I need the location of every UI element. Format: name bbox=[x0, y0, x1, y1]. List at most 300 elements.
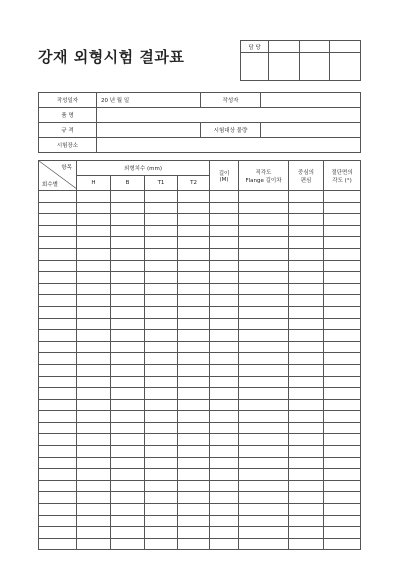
entry-cell[interactable] bbox=[111, 388, 145, 400]
entry-cell[interactable] bbox=[239, 469, 289, 481]
entry-cell[interactable] bbox=[39, 364, 77, 376]
entry-cell[interactable] bbox=[210, 237, 239, 249]
entry-cell[interactable] bbox=[77, 295, 111, 307]
entry-cell[interactable] bbox=[289, 469, 324, 481]
entry-cell[interactable] bbox=[239, 434, 289, 446]
entry-cell[interactable] bbox=[210, 353, 239, 365]
entry-cell[interactable] bbox=[324, 457, 361, 469]
entry-cell[interactable] bbox=[111, 364, 145, 376]
entry-cell[interactable] bbox=[178, 237, 210, 249]
entry-cell[interactable] bbox=[111, 376, 145, 388]
entry-cell[interactable] bbox=[39, 260, 77, 272]
entry-cell[interactable] bbox=[145, 527, 178, 539]
approval-cell[interactable] bbox=[330, 41, 361, 53]
entry-cell[interactable] bbox=[178, 318, 210, 330]
entry-cell[interactable] bbox=[210, 492, 239, 504]
entry-cell[interactable] bbox=[77, 422, 111, 434]
entry-cell[interactable] bbox=[178, 191, 210, 203]
entry-cell[interactable] bbox=[324, 191, 361, 203]
entry-cell[interactable] bbox=[324, 388, 361, 400]
entry-cell[interactable] bbox=[239, 283, 289, 295]
entry-cell[interactable] bbox=[210, 527, 239, 539]
entry-cell[interactable] bbox=[178, 341, 210, 353]
entry-cell[interactable] bbox=[239, 237, 289, 249]
signature-cell[interactable] bbox=[241, 53, 269, 81]
entry-cell[interactable] bbox=[111, 214, 145, 226]
entry-cell[interactable] bbox=[178, 376, 210, 388]
entry-cell[interactable] bbox=[39, 237, 77, 249]
entry-cell[interactable] bbox=[39, 504, 77, 516]
entry-cell[interactable] bbox=[145, 306, 178, 318]
entry-cell[interactable] bbox=[210, 341, 239, 353]
entry-cell[interactable] bbox=[77, 283, 111, 295]
entry-cell[interactable] bbox=[178, 330, 210, 342]
entry-cell[interactable] bbox=[289, 388, 324, 400]
entry-cell[interactable] bbox=[77, 399, 111, 411]
entry-cell[interactable] bbox=[111, 318, 145, 330]
entry-cell[interactable] bbox=[111, 492, 145, 504]
approval-cell[interactable] bbox=[269, 41, 300, 53]
entry-cell[interactable] bbox=[178, 353, 210, 365]
entry-cell[interactable] bbox=[210, 283, 239, 295]
entry-cell[interactable] bbox=[324, 318, 361, 330]
entry-cell[interactable] bbox=[289, 248, 324, 260]
entry-cell[interactable] bbox=[178, 272, 210, 284]
entry-cell[interactable] bbox=[111, 515, 145, 527]
entry-cell[interactable] bbox=[289, 341, 324, 353]
entry-cell[interactable] bbox=[39, 272, 77, 284]
entry-cell[interactable] bbox=[111, 225, 145, 237]
entry-cell[interactable] bbox=[289, 515, 324, 527]
entry-cell[interactable] bbox=[145, 237, 178, 249]
entry-cell[interactable] bbox=[77, 515, 111, 527]
entry-cell[interactable] bbox=[324, 411, 361, 423]
entry-cell[interactable] bbox=[111, 504, 145, 516]
entry-cell[interactable] bbox=[289, 376, 324, 388]
entry-cell[interactable] bbox=[39, 330, 77, 342]
signature-cell[interactable] bbox=[299, 53, 330, 81]
entry-cell[interactable] bbox=[324, 295, 361, 307]
entry-cell[interactable] bbox=[178, 364, 210, 376]
entry-cell[interactable] bbox=[111, 457, 145, 469]
entry-cell[interactable] bbox=[239, 411, 289, 423]
entry-cell[interactable] bbox=[77, 330, 111, 342]
entry-cell[interactable] bbox=[210, 434, 239, 446]
signature-cell[interactable] bbox=[330, 53, 361, 81]
entry-cell[interactable] bbox=[39, 376, 77, 388]
entry-cell[interactable] bbox=[239, 306, 289, 318]
entry-cell[interactable] bbox=[111, 341, 145, 353]
entry-cell[interactable] bbox=[210, 202, 239, 214]
entry-cell[interactable] bbox=[39, 295, 77, 307]
place-field[interactable] bbox=[97, 138, 361, 153]
entry-cell[interactable] bbox=[111, 248, 145, 260]
entry-cell[interactable] bbox=[239, 492, 289, 504]
entry-cell[interactable] bbox=[289, 411, 324, 423]
entry-cell[interactable] bbox=[324, 515, 361, 527]
entry-cell[interactable] bbox=[239, 191, 289, 203]
entry-cell[interactable] bbox=[111, 272, 145, 284]
entry-cell[interactable] bbox=[39, 457, 77, 469]
entry-cell[interactable] bbox=[178, 283, 210, 295]
entry-cell[interactable] bbox=[77, 446, 111, 458]
entry-cell[interactable] bbox=[77, 388, 111, 400]
entry-cell[interactable] bbox=[111, 330, 145, 342]
entry-cell[interactable] bbox=[77, 214, 111, 226]
entry-cell[interactable] bbox=[77, 353, 111, 365]
entry-cell[interactable] bbox=[111, 237, 145, 249]
entry-cell[interactable] bbox=[77, 504, 111, 516]
entry-cell[interactable] bbox=[239, 341, 289, 353]
place-label: 시험장소 bbox=[39, 138, 97, 153]
entry-cell[interactable] bbox=[39, 492, 77, 504]
entry-cell[interactable] bbox=[324, 248, 361, 260]
entry-cell[interactable] bbox=[239, 446, 289, 458]
entry-cell[interactable] bbox=[324, 469, 361, 481]
entry-cell[interactable] bbox=[239, 376, 289, 388]
entry-cell[interactable] bbox=[239, 318, 289, 330]
entry-cell[interactable] bbox=[324, 306, 361, 318]
entry-cell[interactable] bbox=[210, 480, 239, 492]
entry-cell[interactable] bbox=[77, 260, 111, 272]
entry-cell[interactable] bbox=[324, 504, 361, 516]
entry-cell[interactable] bbox=[39, 515, 77, 527]
entry-cell[interactable] bbox=[77, 364, 111, 376]
entry-cell[interactable] bbox=[111, 202, 145, 214]
entry-cell[interactable] bbox=[178, 248, 210, 260]
entry-cell[interactable] bbox=[239, 504, 289, 516]
entry-cell[interactable] bbox=[210, 376, 239, 388]
entry-cell[interactable] bbox=[145, 515, 178, 527]
entry-cell[interactable] bbox=[145, 399, 178, 411]
entry-cell[interactable] bbox=[111, 399, 145, 411]
entry-cell[interactable] bbox=[111, 353, 145, 365]
entry-cell[interactable] bbox=[145, 248, 178, 260]
entry-cell[interactable] bbox=[39, 480, 77, 492]
table-row bbox=[39, 480, 361, 492]
entry-cell[interactable] bbox=[289, 295, 324, 307]
entry-cell[interactable] bbox=[145, 341, 178, 353]
entry-cell[interactable] bbox=[324, 214, 361, 226]
entry-cell[interactable] bbox=[145, 388, 178, 400]
entry-cell[interactable] bbox=[210, 538, 239, 550]
signature-cell[interactable] bbox=[269, 53, 300, 81]
entry-cell[interactable] bbox=[324, 237, 361, 249]
entry-cell[interactable] bbox=[39, 434, 77, 446]
entry-cell[interactable] bbox=[239, 480, 289, 492]
spec-field[interactable] bbox=[97, 123, 201, 138]
approval-cell[interactable] bbox=[299, 41, 330, 53]
entry-cell[interactable] bbox=[39, 202, 77, 214]
entry-cell[interactable] bbox=[210, 191, 239, 203]
entry-cell[interactable] bbox=[210, 225, 239, 237]
entry-cell[interactable] bbox=[145, 191, 178, 203]
entry-cell[interactable] bbox=[77, 191, 111, 203]
entry-cell[interactable] bbox=[145, 283, 178, 295]
entry-cell[interactable] bbox=[77, 434, 111, 446]
spec-label: 규 격 bbox=[39, 123, 97, 138]
entry-cell[interactable] bbox=[289, 272, 324, 284]
entry-cell[interactable] bbox=[324, 202, 361, 214]
entry-cell[interactable] bbox=[178, 527, 210, 539]
entry-cell[interactable] bbox=[39, 388, 77, 400]
entry-cell[interactable] bbox=[210, 260, 239, 272]
entry-cell[interactable] bbox=[210, 515, 239, 527]
entry-cell[interactable] bbox=[145, 480, 178, 492]
entry-cell[interactable] bbox=[239, 225, 289, 237]
entry-cell[interactable] bbox=[239, 422, 289, 434]
entry-cell[interactable] bbox=[289, 364, 324, 376]
entry-cell[interactable] bbox=[77, 457, 111, 469]
entry-cell[interactable] bbox=[289, 318, 324, 330]
entry-cell[interactable] bbox=[145, 434, 178, 446]
entry-cell[interactable] bbox=[77, 237, 111, 249]
entry-cell[interactable] bbox=[77, 480, 111, 492]
entry-cell[interactable] bbox=[210, 364, 239, 376]
entry-cell[interactable] bbox=[77, 376, 111, 388]
table-row bbox=[39, 237, 361, 249]
entry-cell[interactable] bbox=[111, 260, 145, 272]
entry-cell[interactable] bbox=[210, 272, 239, 284]
author-field[interactable] bbox=[261, 93, 361, 108]
entry-cell[interactable] bbox=[111, 434, 145, 446]
entry-cell[interactable] bbox=[210, 469, 239, 481]
entry-cell[interactable] bbox=[77, 248, 111, 260]
entry-cell[interactable] bbox=[111, 538, 145, 550]
entry-cell[interactable] bbox=[111, 283, 145, 295]
entry-cell[interactable] bbox=[145, 330, 178, 342]
entry-cell[interactable] bbox=[239, 527, 289, 539]
length-header: 길이 (M) bbox=[210, 161, 239, 191]
entry-cell[interactable] bbox=[289, 538, 324, 550]
entry-cell[interactable] bbox=[239, 248, 289, 260]
product-field[interactable] bbox=[97, 108, 361, 123]
entry-cell[interactable] bbox=[289, 330, 324, 342]
entry-cell[interactable] bbox=[239, 272, 289, 284]
entry-cell[interactable] bbox=[239, 364, 289, 376]
entry-cell[interactable] bbox=[239, 295, 289, 307]
entry-cell[interactable] bbox=[111, 191, 145, 203]
entry-cell[interactable] bbox=[39, 527, 77, 539]
results-table bbox=[38, 160, 361, 550]
entry-cell[interactable] bbox=[178, 214, 210, 226]
entry-cell[interactable] bbox=[77, 202, 111, 214]
entry-cell[interactable] bbox=[145, 272, 178, 284]
entry-cell[interactable] bbox=[324, 364, 361, 376]
entry-cell[interactable] bbox=[239, 399, 289, 411]
entry-cell[interactable] bbox=[77, 538, 111, 550]
entry-cell[interactable] bbox=[324, 260, 361, 272]
entry-cell[interactable] bbox=[39, 411, 77, 423]
entry-cell[interactable] bbox=[210, 457, 239, 469]
entry-cell[interactable] bbox=[324, 480, 361, 492]
entry-cell[interactable] bbox=[324, 353, 361, 365]
entry-cell[interactable] bbox=[178, 295, 210, 307]
entry-cell[interactable] bbox=[111, 446, 145, 458]
entry-cell[interactable] bbox=[145, 214, 178, 226]
entry-cell[interactable] bbox=[178, 411, 210, 423]
entry-cell[interactable] bbox=[178, 388, 210, 400]
entry-cell[interactable] bbox=[111, 527, 145, 539]
entry-cell[interactable] bbox=[239, 353, 289, 365]
entry-cell[interactable] bbox=[210, 504, 239, 516]
entry-cell[interactable] bbox=[324, 446, 361, 458]
entry-cell[interactable] bbox=[178, 306, 210, 318]
entry-cell[interactable] bbox=[178, 446, 210, 458]
entry-cell[interactable] bbox=[210, 214, 239, 226]
entry-cell[interactable] bbox=[289, 191, 324, 203]
entry-cell[interactable] bbox=[324, 283, 361, 295]
entry-cell[interactable] bbox=[289, 237, 324, 249]
entry-cell[interactable] bbox=[324, 527, 361, 539]
entry-cell[interactable] bbox=[289, 446, 324, 458]
entry-cell[interactable] bbox=[289, 492, 324, 504]
entry-cell[interactable] bbox=[145, 202, 178, 214]
entry-cell[interactable] bbox=[145, 376, 178, 388]
entry-cell[interactable] bbox=[178, 469, 210, 481]
entry-cell[interactable] bbox=[145, 364, 178, 376]
entry-cell[interactable] bbox=[324, 399, 361, 411]
entry-cell[interactable] bbox=[39, 446, 77, 458]
entry-cell[interactable] bbox=[289, 202, 324, 214]
entry-cell[interactable] bbox=[145, 318, 178, 330]
entry-cell[interactable] bbox=[145, 446, 178, 458]
entry-cell[interactable] bbox=[289, 353, 324, 365]
entry-cell[interactable] bbox=[145, 225, 178, 237]
entry-cell[interactable] bbox=[324, 422, 361, 434]
entry-cell[interactable] bbox=[324, 330, 361, 342]
entry-cell[interactable] bbox=[39, 248, 77, 260]
entry-cell[interactable] bbox=[39, 318, 77, 330]
quantity-field[interactable] bbox=[261, 123, 361, 138]
entry-cell[interactable] bbox=[111, 411, 145, 423]
entry-cell[interactable] bbox=[178, 399, 210, 411]
entry-cell[interactable] bbox=[77, 306, 111, 318]
table-row bbox=[39, 527, 361, 539]
entry-cell[interactable] bbox=[39, 353, 77, 365]
entry-cell[interactable] bbox=[39, 399, 77, 411]
date-field[interactable]: 20 년 월 일 bbox=[97, 93, 201, 108]
entry-cell[interactable] bbox=[39, 422, 77, 434]
entry-cell[interactable] bbox=[239, 330, 289, 342]
entry-cell[interactable] bbox=[210, 318, 239, 330]
entry-cell[interactable] bbox=[178, 434, 210, 446]
date-label: 작성일자 bbox=[39, 93, 97, 108]
entry-cell[interactable] bbox=[289, 422, 324, 434]
entry-cell[interactable] bbox=[178, 422, 210, 434]
entry-cell[interactable] bbox=[77, 492, 111, 504]
entry-cell[interactable] bbox=[178, 538, 210, 550]
entry-cell[interactable] bbox=[77, 527, 111, 539]
entry-cell[interactable] bbox=[289, 214, 324, 226]
entry-cell[interactable] bbox=[210, 399, 239, 411]
entry-cell[interactable] bbox=[239, 214, 289, 226]
entry-cell[interactable] bbox=[210, 295, 239, 307]
entry-cell[interactable] bbox=[210, 388, 239, 400]
entry-cell[interactable] bbox=[145, 538, 178, 550]
entry-cell[interactable] bbox=[324, 341, 361, 353]
entry-cell[interactable] bbox=[289, 283, 324, 295]
entry-cell[interactable] bbox=[210, 446, 239, 458]
entry-cell[interactable] bbox=[111, 306, 145, 318]
entry-cell[interactable] bbox=[178, 457, 210, 469]
entry-cell[interactable] bbox=[289, 434, 324, 446]
entry-cell[interactable] bbox=[178, 515, 210, 527]
entry-cell[interactable] bbox=[77, 469, 111, 481]
entry-cell[interactable] bbox=[210, 306, 239, 318]
entry-cell[interactable] bbox=[145, 504, 178, 516]
entry-cell[interactable] bbox=[289, 457, 324, 469]
entry-cell[interactable] bbox=[210, 422, 239, 434]
entry-cell[interactable] bbox=[324, 225, 361, 237]
entry-cell[interactable] bbox=[289, 306, 324, 318]
entry-cell[interactable] bbox=[289, 527, 324, 539]
entry-cell[interactable] bbox=[324, 376, 361, 388]
entry-cell[interactable] bbox=[39, 283, 77, 295]
entry-cell[interactable] bbox=[145, 469, 178, 481]
entry-cell[interactable] bbox=[39, 225, 77, 237]
entry-cell[interactable] bbox=[77, 225, 111, 237]
entry-cell[interactable] bbox=[178, 260, 210, 272]
entry-cell[interactable] bbox=[289, 504, 324, 516]
entry-cell[interactable] bbox=[145, 260, 178, 272]
entry-cell[interactable] bbox=[239, 515, 289, 527]
entry-cell[interactable] bbox=[210, 248, 239, 260]
entry-cell[interactable] bbox=[178, 202, 210, 214]
entry-cell[interactable] bbox=[239, 538, 289, 550]
entry-cell[interactable] bbox=[111, 480, 145, 492]
entry-cell[interactable] bbox=[289, 480, 324, 492]
entry-cell[interactable] bbox=[289, 225, 324, 237]
entry-cell[interactable] bbox=[324, 492, 361, 504]
entry-cell[interactable] bbox=[111, 469, 145, 481]
entry-cell[interactable] bbox=[77, 272, 111, 284]
entry-cell[interactable] bbox=[145, 457, 178, 469]
entry-cell[interactable] bbox=[289, 260, 324, 272]
entry-cell[interactable] bbox=[39, 538, 77, 550]
entry-cell[interactable] bbox=[239, 457, 289, 469]
entry-cell[interactable] bbox=[39, 214, 77, 226]
entry-cell[interactable] bbox=[145, 411, 178, 423]
entry-cell[interactable] bbox=[239, 260, 289, 272]
entry-cell[interactable] bbox=[145, 422, 178, 434]
entry-cell[interactable] bbox=[324, 538, 361, 550]
entry-cell[interactable] bbox=[77, 341, 111, 353]
entry-cell[interactable] bbox=[178, 504, 210, 516]
entry-cell[interactable] bbox=[145, 353, 178, 365]
entry-cell[interactable] bbox=[39, 469, 77, 481]
entry-cell[interactable] bbox=[210, 330, 239, 342]
entry-cell[interactable] bbox=[178, 492, 210, 504]
entry-cell[interactable] bbox=[145, 295, 178, 307]
entry-cell[interactable] bbox=[239, 202, 289, 214]
entry-cell[interactable] bbox=[39, 341, 77, 353]
entry-cell[interactable] bbox=[111, 295, 145, 307]
entry-cell[interactable] bbox=[178, 480, 210, 492]
entry-cell[interactable] bbox=[39, 191, 77, 203]
entry-cell[interactable] bbox=[77, 318, 111, 330]
entry-cell[interactable] bbox=[324, 272, 361, 284]
entry-cell[interactable] bbox=[145, 492, 178, 504]
entry-cell[interactable] bbox=[77, 411, 111, 423]
entry-cell[interactable] bbox=[324, 434, 361, 446]
entry-cell[interactable] bbox=[239, 388, 289, 400]
entry-cell[interactable] bbox=[178, 225, 210, 237]
entry-cell[interactable] bbox=[289, 399, 324, 411]
entry-cell[interactable] bbox=[39, 306, 77, 318]
entry-cell[interactable] bbox=[210, 411, 239, 423]
entry-cell[interactable] bbox=[111, 422, 145, 434]
